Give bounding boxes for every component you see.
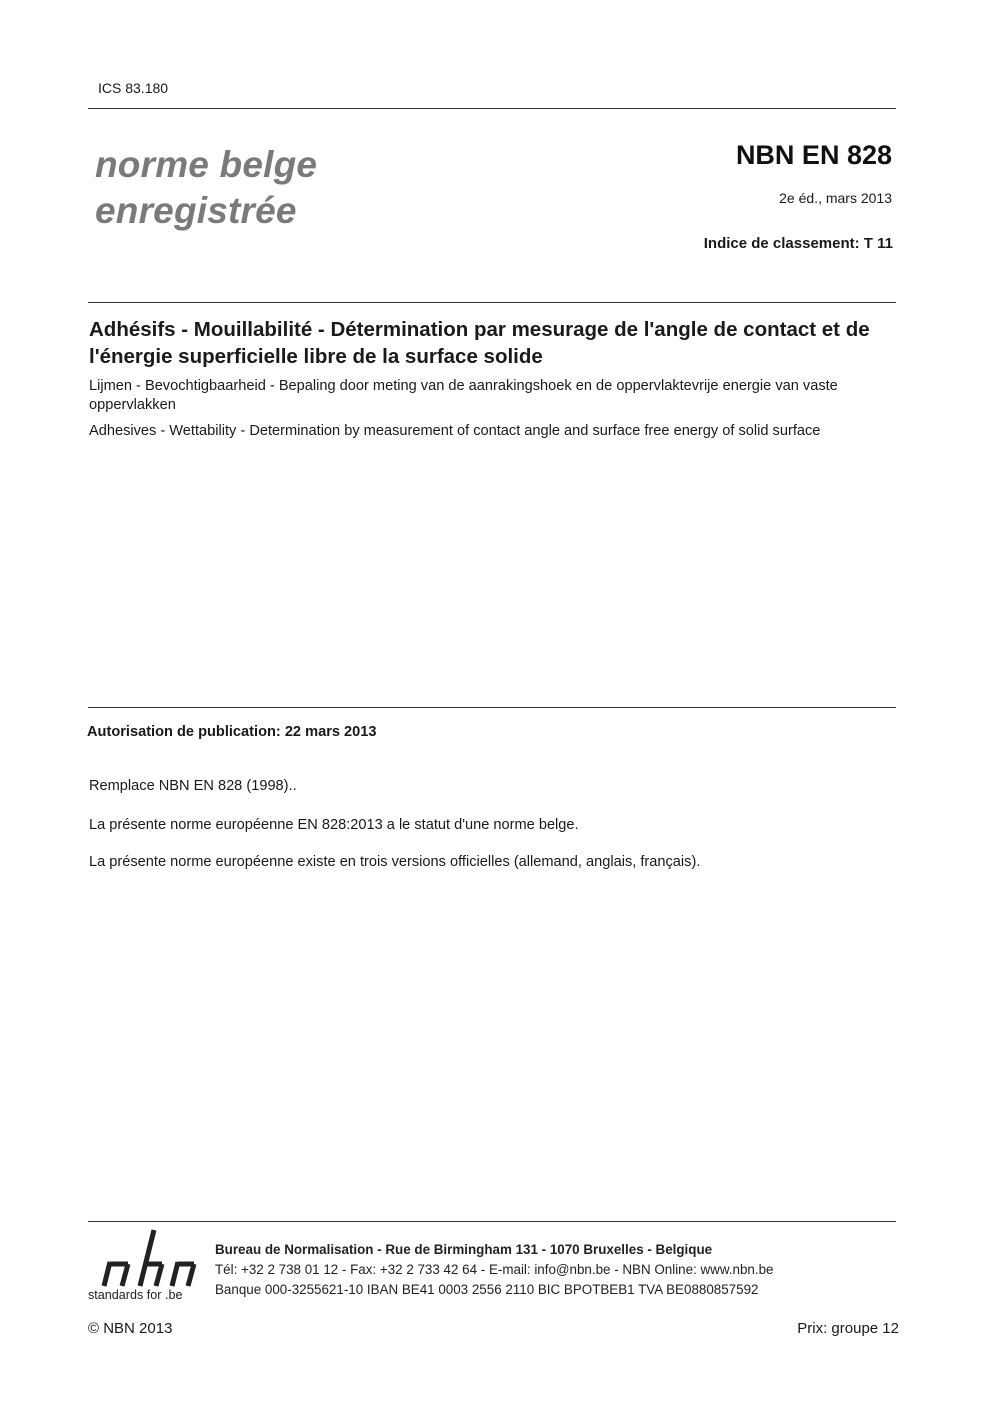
ics-code: ICS 83.180	[98, 80, 169, 96]
title-divider	[88, 302, 896, 303]
versions-note: La présente norme européenne existe en trois versions officielles (allemand, anglais, français).	[89, 854, 701, 870]
title-english: Adhesives - Wettability - Determination by measurement of contact angle and surface free energy of solid surface	[89, 423, 821, 439]
header-divider	[88, 108, 896, 109]
status-note: La présente norme européenne EN 828:2013 a le statut d'une norme belge.	[89, 817, 579, 833]
standard-number: NBN EN 828	[735, 140, 892, 170]
classification-index: Indice de classement: T 11	[703, 235, 893, 252]
logo-tagline: standards for .be	[88, 1288, 183, 1302]
brand-line-1: norme belge	[95, 144, 318, 185]
price-group: Prix: groupe 12	[797, 1320, 899, 1337]
copyright: © NBN 2013	[88, 1320, 173, 1337]
footer-address: Bureau de Normalisation - Rue de Birmingham 131 - 1070 Bruxelles - Belgique	[215, 1242, 713, 1257]
title-french: Adhésifs - Mouillabilité - Détermination par mesurage de l'angle de contact et de l'énergie superficielle libre de la surface solide	[89, 318, 870, 368]
brand-line-2: enregistrée	[95, 190, 297, 231]
publication-divider	[88, 707, 896, 708]
publication-authorisation: Autorisation de publication: 22 mars 2013	[87, 724, 377, 740]
footer-bank: Banque 000-3255621-10 IBAN BE41 0003 2556 2110 BIC BPOTBEB1 TVA BE0880857592	[215, 1282, 759, 1297]
replaces-note: Remplace NBN EN 828 (1998)..	[89, 778, 297, 794]
footer-contact: Tél: +32 2 738 01 12 - Fax: +32 2 733 42 64 - E-mail: info@nbn.be - NBN Online: www.nbn.be	[215, 1262, 774, 1277]
title-dutch: Lijmen - Bevochtigbaarheid - Bepaling door meting van de aanrakingshoek en de oppervlaktevrije energie van vaste oppervlakken	[89, 378, 838, 413]
footer-divider	[88, 1221, 896, 1222]
edition: 2e éd., mars 2013	[779, 190, 892, 206]
